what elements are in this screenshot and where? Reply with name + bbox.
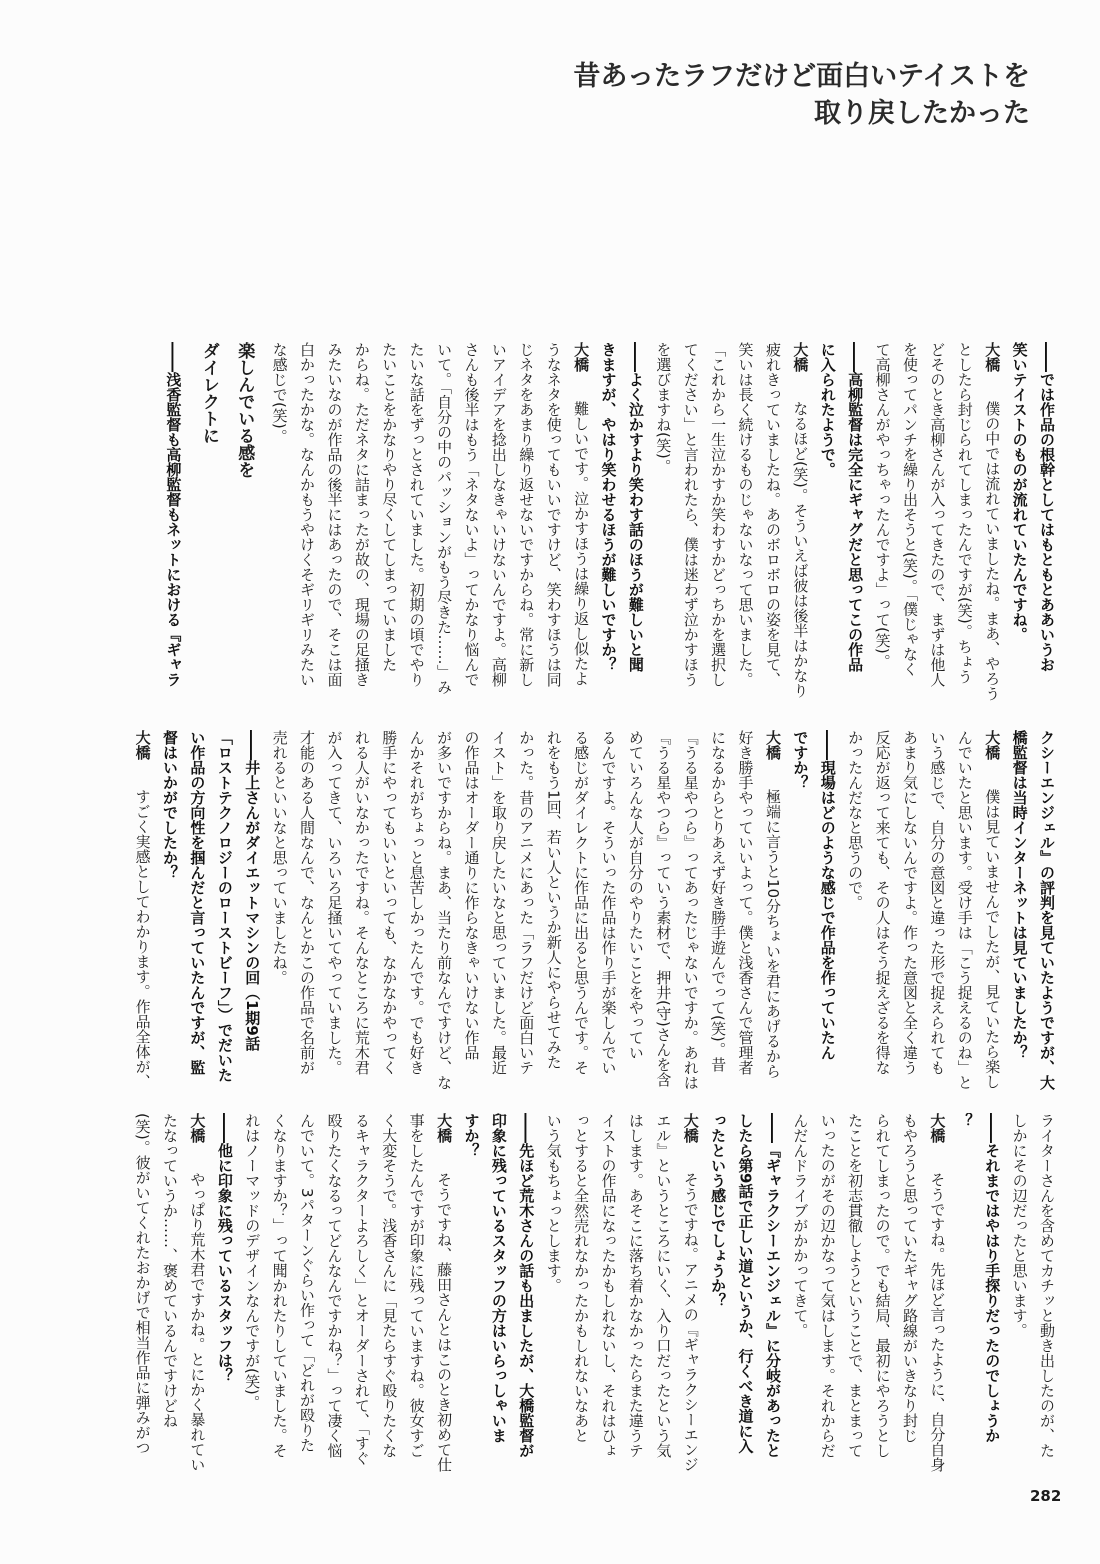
body-line: が入ってきて、いろいろ足掻いてやっていました。 [325,730,344,1075]
question-line: に入られたようで。 [818,342,837,477]
body-line: めていろんな人が自分のやりたいことをやってい [626,730,645,1060]
answer-text: そうですね。アニメの『ギャラクシーエンジ [681,1172,700,1472]
speaker-gap [764,774,782,789]
answer-text: 極端に言うと10分ちょいを君にあげるから [763,789,782,1079]
question-line: したら第9話で正しい道というか、行くべき道に入 [736,1113,755,1454]
answer-text: やっぱり荒木君ですかね。とにかく暴れてい [188,1172,207,1472]
body-line: んでいて。3パターンぐらい作って「どれが殴りた [298,1113,317,1453]
speaker-gap [928,1157,946,1172]
question-line: ったという感じでしょうか？ [709,1113,728,1308]
speaker-label: 大橋 [435,1113,454,1143]
section-subheading: ダイレクトに [198,342,219,444]
question-line: すか？ [462,1113,481,1158]
question-line: きますが、やはり笑わせるほうが難しいですか？ [599,342,618,672]
body-line: としたら封じられてしまったんですが(笑)。ちょう [955,342,974,684]
body-line: いアイデアを捻出しなきゃいけないんですよ。高柳 [489,342,508,687]
body-line: いて。「自分の中のパッションがもう尽きた……」み [435,342,454,695]
body-line: になるからとりあえず好き勝手遊んでって(笑)。昔 [709,730,728,1072]
body-line: からね。ただネタに詰まったが故の、現場の足掻き [352,342,371,687]
body-line: みたいなのが作品の後半にはあったので、そこは面 [325,342,344,687]
body-line: 反応が返って来ても、その人はそう捉えざるを得な [873,730,892,1075]
body-line: 好き勝手やっていいよって。僕と浅香さんで管理者 [736,730,755,1075]
body-line: たいな話をずっとされていました。初期の頃でやり [407,342,426,687]
body-line: いう気もちょっとします。 [544,1113,563,1293]
text-tier-bottom [80,1113,1060,1476]
speaker-gap [791,386,809,401]
body-line: 白かったかな。なんかもうやけくそギリギリみたい [298,342,317,687]
speaker-label: 大橋 [188,1113,207,1143]
body-line: 笑いは長く続けるものじゃないなって思いました。 [736,342,755,687]
question-line: い作品の方向性を掴んだと言っていたんですが、監 [188,730,207,1075]
question-line: 笑いテイストのものが流れていたんですね。 [1010,342,1029,642]
body-line: る感じがダイレクトに作品に出ると思うんです。そ [572,730,591,1075]
body-line: られてしまったので。でも結局、最初にやろうとし [873,1113,892,1458]
speaker-gap [682,1157,700,1172]
body-line: 売れるといいなと思っていましたね。 [270,730,289,985]
question-line: 督はいかがでしたか？ [161,730,179,880]
section-subheading: 楽しんでいる感を [234,342,255,478]
question-line: ――『ギャラクシーエンジェル』に分岐があったと [763,1113,782,1458]
body-line: 『うる星やつら』っていう素材で、押井(守)さんを含 [654,730,673,1087]
body-line: てください」と言われたら、僕は迷わず泣かすほう [681,342,700,687]
text-tier-middle [80,730,1060,1090]
speaker-gap [983,386,1001,401]
body-line: んかそれがちょっと息苦しかったんです。でも好き [407,730,426,1075]
body-line: かったんだなと思うので。 [846,730,865,910]
question-line: ――井上さんがダイエットマシンの回（1期9話 [243,730,262,1051]
body-line: が多いですからね。まあ、当たり前なんですけど、な [435,730,454,1090]
speaker-label: 大橋 [681,1113,700,1143]
speaker-gap [983,774,1001,789]
answer-text: そうですね、藤田さんとはこのとき初めて仕 [435,1172,454,1472]
body-line: イストの作品になったかもしれないし、それはひょ [599,1113,618,1458]
question-line: ――よく泣かすより笑わす話のほうが難しいと聞 [626,342,645,672]
body-line: を選びますね(笑)。 [654,342,673,474]
body-line: の作品はオーダー通りに作らなきゃいけない作品 [462,730,481,1060]
body-line: イスト」を取り戻したいなと思っていました。最近 [489,730,508,1075]
body-line: 「これから一生泣かすか笑わすかどっちかを選択し [709,342,728,687]
body-line: じネタをあまり繰り返せないですからね。常に新し [517,342,536,687]
answer-text: 僕の中では流れていましたね。まあ、やろう [983,401,1002,701]
text-tier-top [80,342,1060,704]
body-line: エル』というところにいく、入り口だったという気 [654,1113,673,1458]
speaker-label: 大橋 [928,1113,947,1143]
body-line: 疲れきっていましたね。あのボロボロの姿を見て、 [763,342,782,687]
body-line: たいことをかなりやり尽くしてしまっていました [380,342,399,672]
question-line: クシーエンジェル』の評判を見ていたようですが、大 [1038,730,1056,1090]
body-line: を使ってパンチを繰り出そうと(笑)。「僕じゃなく [900,342,919,677]
answer-text: 難しいです。泣かすほうは繰り返し似たよ [572,401,591,686]
body-line: 『うる星やつら』ってあったじゃないですか。あれは [681,730,700,1090]
body-line: な感じで(笑)。 [270,342,289,444]
body-line: さんも後半はもう「ネタないよ」ってかなり悩んで [462,342,481,687]
answer-line [923,1113,950,1476]
answer-line [128,730,155,1090]
answer-line [759,730,786,1090]
answer-line [786,342,813,704]
speaker-gap [188,1157,206,1172]
answer-text: そうですね。先ほど言ったように、自分自身 [928,1172,947,1472]
question-line: 橋監督は当時インターネットは見ていましたか？ [1010,730,1029,1060]
question-line: ――現場はどのような感じで作品を作っていたん [818,730,837,1060]
answer-line [430,1113,457,1476]
question-line: 印象に残っているスタッフの方はいらっしゃいま [489,1113,508,1443]
body-line: しかにその辺だったと思います。 [1010,1113,1029,1338]
body-line: いったのがその辺かなって気はします。それからだ [818,1113,837,1458]
question-line: ――高柳監督は完全にギャグだと思ってこの作品 [846,342,865,672]
speaker-label: 大橋 [983,730,1002,760]
article-headline [560,58,1030,132]
answer-line [183,1113,210,1476]
body-line: 事をしたんですが印象に残っていますね。彼女すご [407,1113,426,1458]
speaker-label: 大橋 [133,730,152,760]
body-line: たなっていうか……、褒めているんですけどね [161,1113,179,1428]
speaker-label: 大橋 [983,342,1002,372]
body-line: れはノーマッドのデザインなんですが(笑)。 [243,1113,262,1410]
body-line: るんですよ。そういった作品は作り手が楽しんでい [599,730,618,1075]
body-line: れをもう1回、若い人というか新人にやらせてみた [544,730,563,1070]
question-line: ？ [955,1113,974,1128]
answer-line [978,342,1005,704]
answer-line [567,342,594,704]
body-line: (笑)。彼がいてくれたおかげで相当作品に弾みがつ [133,1113,152,1455]
speaker-gap [435,1157,453,1172]
headline-line-2: 取り戻したかった [814,98,1030,129]
body-line: うなネタを使ってもいいですけど、笑わすほうは同 [544,342,563,687]
question-line: ――では作品の根幹としてはもともとああいうお [1038,342,1056,672]
answer-line [978,730,1005,1090]
speaker-label: 大橋 [572,342,591,372]
body-line: るキャラクターよろしく」とオーダーされて、「すぐ [352,1113,371,1466]
speaker-gap [134,774,152,789]
body-line: くなりますか？」って聞かれたりしていました。そ [270,1113,289,1458]
question-line: ――浅香監督も高柳監督もネットにおける『ギャラ [164,342,183,687]
body-line: 殴りたくなるってどんなんですかね？」って凄く悩 [325,1113,344,1458]
body-line: んだんドライブがかかってきて。 [791,1113,810,1338]
body-line: て高柳さんがやっちゃったんですよ」って(笑)。 [873,342,892,669]
body-line: 勝手にやってもいいといっても、なかなかやってく [380,730,399,1075]
body-line: どそのとき高柳さんが入ってきたので、まずは他人 [928,342,947,687]
body-line: あまり気にしないんですよ。作った意図と全く違う [900,730,919,1075]
body-line: れる人がいなかったですね。そんなところに荒木君 [352,730,371,1075]
body-line: んでいたと思います。受け手は「こう捉えるのね」と [955,730,974,1090]
speaker-label: 大橋 [791,342,810,372]
speaker-gap [572,386,590,401]
body-line: ライターさんを含めてカチッと動き出したのが、た [1038,1113,1056,1458]
question-line: ――それまではやはり手探りだったのでしょうか [983,1113,1002,1443]
headline-line-1: 昔あったラフだけど面白いテイストを [573,61,1030,92]
body-line: いう感じで、自分の意図と違った形で捉えられても [928,730,947,1075]
body-line: っとすると全然売れなかったかもしれないなあと [572,1113,591,1443]
answer-text: 僕は見ていませんでしたが、見ていたら楽し [983,789,1002,1089]
answer-line [676,1113,703,1476]
question-line: ――他に印象に残っているスタッフは？ [215,1113,234,1383]
body-line: たことを初志貫徹しようということで、まとまって [846,1113,865,1458]
question-line: 「ロストテクノロジーのローストビーフ」）でだいた [215,730,234,1083]
body-line: 才能のある人間なんで、なんとかこの作品で名前が [298,730,317,1075]
body-line: かった。昔のアニメにあった「ラフだけど面白いテ [517,730,536,1075]
body-line: く大変そうで。浅香さんに「見たらすぐ殴りたくな [380,1113,399,1458]
answer-text: すごく実感としてわかります。作品全体が、 [133,789,152,1089]
page-number: 282 [1030,1487,1062,1505]
body-line: もやろうと思っていたギャグ路線がいきなり封じ [900,1113,919,1443]
speaker-label: 大橋 [763,730,782,760]
body-line: はします。あそこに落ち着かなかったらまた違うテ [626,1113,645,1458]
question-line: ですか？ [791,730,810,790]
answer-text: なるほど(笑)。そういえば彼は後半はかなり [791,401,810,698]
question-line: ――先ほど荒木さんの話も出ましたが、大橋監督が [517,1113,536,1458]
